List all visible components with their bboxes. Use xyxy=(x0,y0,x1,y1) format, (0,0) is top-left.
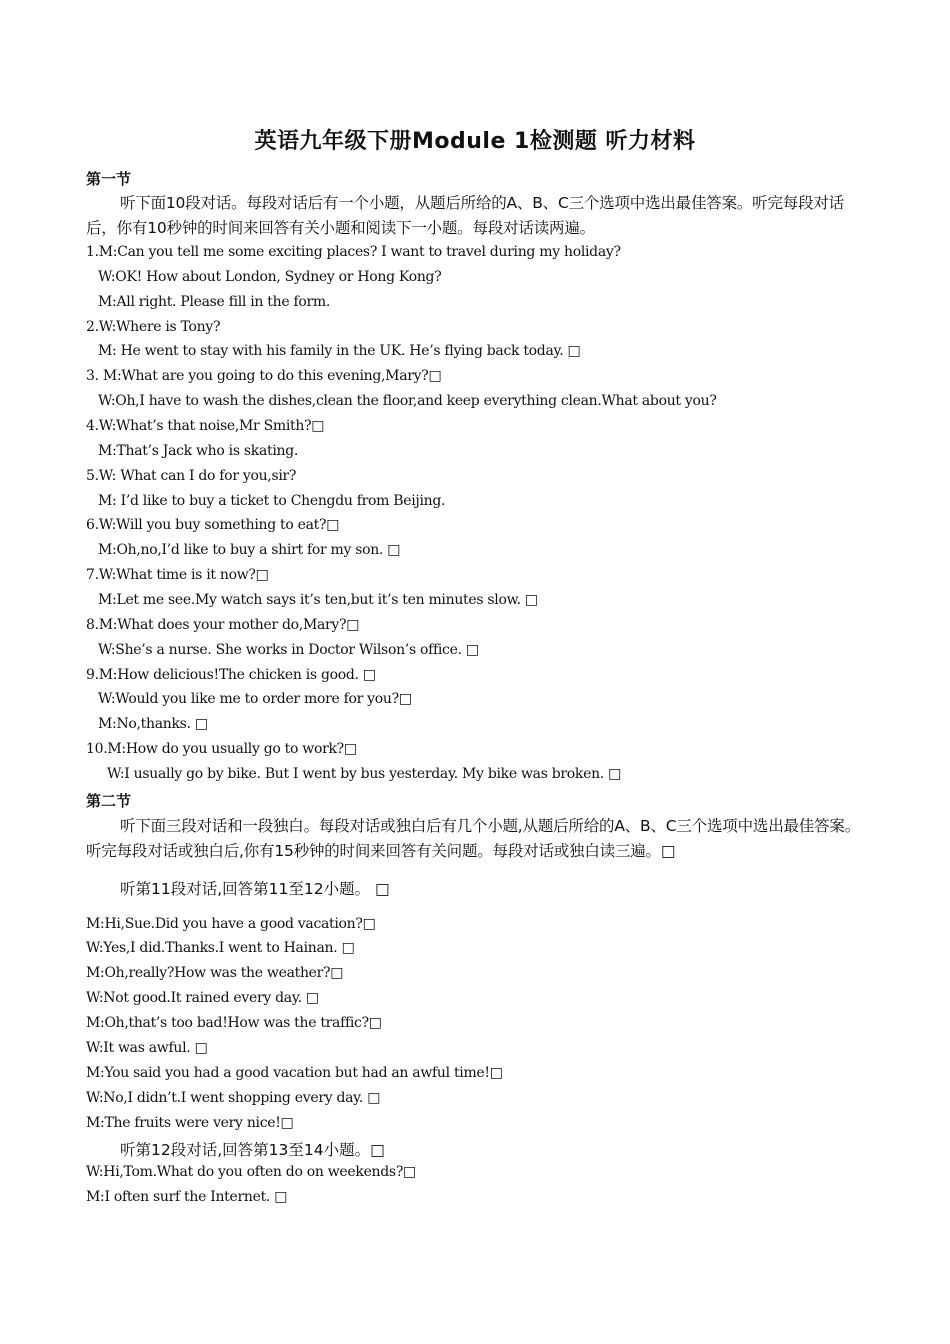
section-1-instruction: 听下面10段对话。每段对话后有一个小题，从题后所给的A、B、C三个选项中选出最佳答案。听完每段对话后，你有10秒钟的时间来回答有关小题和阅读下一小题。每段对话读两遍。 xyxy=(86,194,844,237)
dialog-line: 6.W:Will you buy something to eat?□ xyxy=(86,517,340,533)
dialog-line: M:That’s Jack who is skating. xyxy=(98,443,299,459)
dialog-line: W:She’s a nurse. She works in Doctor Wilson’s office. □ xyxy=(98,642,479,658)
dialog-line: M:Hi,Sue.Did you have a good vacation?□ xyxy=(86,916,376,932)
dialog-line: 2.W:Where is Tony? xyxy=(86,319,221,335)
dialog-line: 3. M:What are you going to do this evening,Mary?□ xyxy=(86,368,442,384)
dialog-11-intro: 听第11段对话,回答第11至12小题。 □ xyxy=(120,880,390,898)
dialog-line: W:Oh,I have to wash the dishes,clean the floor,and keep everything clean.What about you? xyxy=(98,393,717,409)
dialog-line: 7.W:What time is it now?□ xyxy=(86,567,269,583)
dialog-line: 5.W: What can I do for you,sir? xyxy=(86,468,297,484)
dialog-line: W:No,I didn’t.I went shopping every day. □ xyxy=(86,1090,381,1106)
dialog-line: M:Oh,that’s too bad!How was the traffic?□ xyxy=(86,1015,382,1031)
dialog-line: M:I often surf the Internet. □ xyxy=(86,1189,288,1205)
section-2-instruction: 听下面三段对话和一段独白。每段对话或独白后有几个小题,从题后所给的A、B、C三个选项中选出最佳答案。听完每段对话或独白后,你有15秒钟的时间来回答有关问题。每段对话或独白读三遍。□ xyxy=(86,817,860,860)
page-title: 英语九年级下册Module 1检测题 听力材料 xyxy=(254,129,696,154)
section-2-heading: 第二节 xyxy=(86,792,132,810)
dialog-line: W:It was awful. □ xyxy=(86,1040,208,1056)
dialog-line: M:Let me see.My watch says it’s ten,but it’s ten minutes slow. □ xyxy=(98,592,538,608)
dialog-line: W:Yes,I did.Thanks.I went to Hainan. □ xyxy=(86,940,355,956)
dialog-line: 4.W:What’s that noise,Mr Smith?□ xyxy=(86,418,325,434)
dialog-line: W:Not good.It rained every day. □ xyxy=(86,990,319,1006)
dialog-line: M:No,thanks. □ xyxy=(98,716,208,732)
dialog-line: W:Would you like me to order more for you?□ xyxy=(98,691,412,707)
dialog-line: 8.M:What does your mother do,Mary?□ xyxy=(86,617,360,633)
section-1-heading: 第一节 xyxy=(86,170,132,188)
dialog-line: W:I usually go by bike. But I went by bus yesterday. My bike was broken. □ xyxy=(107,766,622,782)
dialog-line: 9.M:How delicious!The chicken is good. □ xyxy=(86,667,376,683)
dialog-line: M:The fruits were very nice!□ xyxy=(86,1115,294,1131)
dialog-line: M:Oh,no,I’d like to buy a shirt for my son. □ xyxy=(98,542,401,558)
dialog-line: W:Hi,Tom.What do you often do on weekends?□ xyxy=(86,1164,416,1180)
dialog-12-intro: 听第12段对话,回答第13至14小题。□ xyxy=(120,1141,385,1159)
dialog-line: 10.M:How do you usually go to work?□ xyxy=(86,741,357,757)
dialog-line: M: He went to stay with his family in the UK. He’s flying back today. □ xyxy=(98,343,581,359)
dialog-line: W:OK! How about London, Sydney or Hong Kong? xyxy=(98,269,442,285)
dialog-line: M:You said you had a good vacation but had an awful time!□ xyxy=(86,1065,503,1081)
dialog-line: M:Oh,really?How was the weather?□ xyxy=(86,965,344,981)
dialog-line: M:All right. Please fill in the form. xyxy=(98,294,331,310)
dialog-line: 1.M:Can you tell me some exciting places? I want to travel during my holiday? xyxy=(86,244,621,260)
dialog-line: M: I’d like to buy a ticket to Chengdu from Beijing. xyxy=(98,493,446,509)
